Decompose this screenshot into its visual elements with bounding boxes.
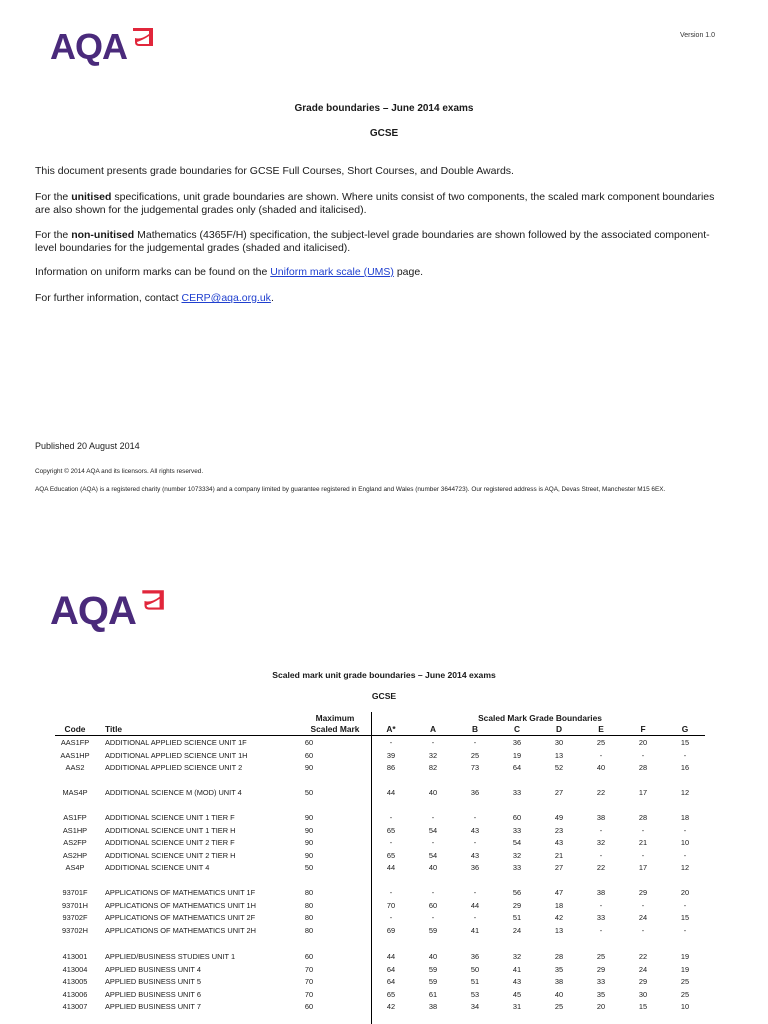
cell-grade-a: 32: [428, 750, 438, 760]
cell-grade-a: 59: [428, 964, 438, 974]
table-row: [0, 990, 768, 1003]
cell-grade-e: -: [599, 850, 603, 860]
cell-grade-a: 59: [428, 977, 438, 986]
cell-grade-g: 10: [680, 838, 690, 847]
cell-grade-c: 54: [512, 838, 522, 847]
cell-grade-d: 38: [554, 977, 564, 986]
cell-code: AAS1FP: [60, 738, 90, 747]
copyright-notice: Copyright © 2014 AQA and its licensors. All rights reserved.: [35, 468, 204, 475]
cell-grade-d: 28: [554, 952, 564, 961]
cell-grade-c: 43: [512, 977, 522, 986]
table-row: [0, 913, 768, 926]
cell-grade-a: 60: [428, 900, 438, 910]
cell-grade-b: -: [473, 888, 477, 897]
cell-grade-e: 32: [596, 838, 606, 847]
aqa-logo-text-2: AQA: [50, 589, 136, 633]
cell-title: APPLIED BUSINESS UNIT 6: [105, 989, 201, 999]
cell-grade-astar: 44: [386, 863, 396, 872]
cell-grade-d: 49: [554, 813, 564, 822]
cell-grade-b: 41: [470, 925, 480, 935]
cell-title: APPLICATIONS OF MATHEMATICS UNIT 2H: [105, 925, 256, 935]
cell-grade-b: 53: [470, 989, 480, 999]
cell-grade-g: -: [683, 925, 687, 935]
cell-grade-e: 29: [596, 964, 606, 974]
cell-title: ADDITIONAL APPLIED SCIENCE UNIT 1H: [105, 750, 248, 760]
cell-max-mark: 70: [304, 977, 314, 986]
cell-grade-a: 40: [428, 863, 438, 872]
cell-grade-b: 43: [470, 850, 480, 860]
cell-title: APPLIED BUSINESS UNIT 4: [105, 964, 201, 974]
aqa-logo-bottom: [50, 590, 166, 632]
cell-max-mark: 50: [304, 788, 314, 797]
cell-grade-astar: 70: [386, 900, 396, 910]
cell-grade-g: 12: [680, 788, 690, 797]
cell-grade-e: 25: [596, 738, 606, 747]
cell-grade-a: 59: [428, 925, 438, 935]
cell-grade-e: -: [599, 925, 603, 935]
page-title: Grade boundaries – June 2014 exams: [294, 103, 474, 114]
cell-title: ADDITIONAL SCIENCE UNIT 1 TIER F: [105, 813, 235, 822]
cell-grade-d: 43: [554, 838, 564, 847]
intro-paragraph: This document presents grade boundaries for GCSE Full Courses, Short Courses, and Double Awards.: [35, 165, 514, 177]
header-grade-5: E: [598, 724, 604, 734]
cell-grade-f: 17: [638, 788, 648, 797]
cell-max-mark: 60: [304, 1002, 314, 1011]
table-row: [0, 751, 768, 764]
cell-grade-d: 25: [554, 1002, 564, 1011]
cell-grade-astar: -: [389, 913, 393, 922]
table-row: [0, 952, 768, 965]
cell-grade-f: -: [641, 750, 645, 760]
cell-grade-c: 33: [512, 863, 522, 872]
aqa-logo-top: [50, 28, 155, 66]
cell-grade-f: -: [641, 900, 645, 910]
cell-grade-a: 54: [428, 825, 438, 835]
cell-grade-g: 20: [680, 888, 690, 897]
cell-grade-e: 33: [596, 913, 606, 922]
cell-title: APPLICATIONS OF MATHEMATICS UNIT 2F: [105, 913, 256, 922]
cell-grade-d: 21: [554, 850, 564, 860]
cell-grade-f: 22: [638, 952, 648, 961]
cell-code: AS4P: [65, 863, 85, 872]
cell-grade-f: 29: [638, 888, 648, 897]
cell-title: ADDITIONAL APPLIED SCIENCE UNIT 1F: [105, 738, 247, 747]
cell-grade-b: 34: [470, 1002, 480, 1011]
cell-grade-d: 47: [554, 888, 564, 897]
cell-grade-astar: 39: [386, 750, 396, 760]
header-grade-7: G: [681, 724, 689, 734]
cell-grade-astar: 44: [386, 952, 396, 961]
page-subtitle: GCSE: [369, 128, 399, 139]
cell-grade-b: -: [473, 838, 477, 847]
cell-code: AS1FP: [63, 813, 87, 822]
cell-grade-c: 33: [512, 825, 522, 835]
cell-title: ADDITIONAL SCIENCE UNIT 2 TIER H: [105, 850, 236, 860]
cell-code: AAS2: [65, 763, 85, 772]
cell-grade-astar: -: [389, 738, 393, 747]
cell-code: 413007: [62, 1002, 88, 1011]
cell-grade-d: 42: [554, 913, 564, 922]
aqa-swoosh-icon: [129, 26, 155, 50]
ums-link[interactable]: Uniform mark scale (UMS): [270, 266, 394, 278]
cell-grade-e: 40: [596, 763, 606, 772]
cell-grade-e: 25: [596, 952, 606, 961]
cell-grade-d: 27: [554, 863, 564, 872]
cell-grade-c: 32: [512, 850, 522, 860]
cell-grade-d: 13: [554, 925, 564, 935]
cell-grade-astar: -: [389, 838, 393, 847]
cell-grade-f: 24: [638, 913, 648, 922]
cell-code: 93701H: [62, 900, 88, 910]
table-row: [0, 888, 768, 901]
table-row: [0, 863, 768, 876]
aqa-logo-text: AQA: [50, 26, 127, 67]
cell-grade-astar: 65: [386, 850, 396, 860]
table-row: [0, 851, 768, 864]
cell-grade-f: 30: [638, 989, 648, 999]
cell-max-mark: 80: [304, 900, 314, 910]
cell-max-mark: 60: [304, 750, 314, 760]
cell-grade-g: 10: [680, 1002, 690, 1011]
cell-grade-g: -: [683, 750, 687, 760]
cell-grade-b: 36: [470, 788, 480, 797]
cell-grade-astar: -: [389, 813, 393, 822]
cell-grade-f: 20: [638, 738, 648, 747]
cell-grade-a: 82: [428, 763, 438, 772]
cell-code: AS1HP: [62, 825, 88, 835]
cell-grade-f: 28: [638, 813, 648, 822]
cell-grade-astar: 69: [386, 925, 396, 935]
cell-title: APPLIED/BUSINESS STUDIES UNIT 1: [105, 952, 236, 961]
cell-grade-f: 17: [638, 863, 648, 872]
cell-grade-c: 51: [512, 913, 522, 922]
cell-code: 93702F: [62, 913, 88, 922]
cell-grade-d: 35: [554, 964, 564, 974]
cell-grade-g: 25: [680, 989, 690, 999]
table-row: [0, 838, 768, 851]
cell-max-mark: 60: [304, 952, 314, 961]
table-row: [0, 926, 768, 939]
cell-code: 93702H: [62, 925, 88, 935]
cell-grade-g: 12: [680, 863, 690, 872]
cell-grade-e: 20: [596, 1002, 606, 1011]
table-row: [0, 826, 768, 839]
table-row: [0, 763, 768, 776]
cell-grade-c: 24: [512, 925, 522, 935]
cell-code: AS2HP: [62, 850, 88, 860]
table-row: [0, 813, 768, 826]
cell-grade-g: -: [683, 825, 687, 835]
cell-grade-a: -: [431, 913, 435, 922]
cell-title: APPLIED BUSINESS UNIT 7: [105, 1002, 201, 1011]
header-max-line1: Maximum: [315, 713, 355, 723]
unitised-paragraph: For the unitised specifications, unit grade boundaries are shown. Where units consist of two components, the scaled mark component boundaries are also shown for the judgemental grades only (shaded and italicised).: [35, 191, 715, 216]
cell-title: APPLICATIONS OF MATHEMATICS UNIT 1F: [105, 888, 256, 897]
cell-title: ADDITIONAL APPLIED SCIENCE UNIT 2: [105, 763, 243, 772]
cell-grade-b: 25: [470, 750, 480, 760]
cell-grade-g: 25: [680, 977, 690, 986]
table-row: [0, 965, 768, 978]
cell-title: APPLICATIONS OF MATHEMATICS UNIT 1H: [105, 900, 256, 910]
cell-grade-a: -: [431, 738, 435, 747]
published-date: Published 20 August 2014: [35, 441, 140, 451]
cell-grade-astar: 65: [386, 825, 396, 835]
header-grade-3: C: [513, 724, 521, 734]
header-code: Code: [64, 724, 86, 734]
cell-grade-d: 27: [554, 788, 564, 797]
cell-grade-e: 38: [596, 813, 606, 822]
cell-grade-b: 50: [470, 964, 480, 974]
cell-grade-d: 18: [554, 900, 564, 910]
cell-grade-g: 18: [680, 813, 690, 822]
table-page-title: Scaled mark unit grade boundaries – June 2014 exams: [272, 670, 496, 680]
cell-max-mark: 90: [304, 763, 314, 772]
cell-grade-a: -: [431, 888, 435, 897]
cell-grade-e: 22: [596, 788, 606, 797]
cell-grade-g: 15: [680, 738, 690, 747]
cell-grade-c: 64: [512, 763, 522, 772]
header-grade-0: A*: [386, 724, 396, 734]
table-row: [0, 788, 768, 801]
cell-grade-b: 44: [470, 900, 480, 910]
cell-code: AS2FP: [63, 838, 87, 847]
cell-grade-d: 52: [554, 763, 564, 772]
cell-max-mark: 90: [304, 838, 314, 847]
cell-grade-a: -: [431, 813, 435, 822]
ums-paragraph: Information on uniform marks can be found on the Uniform mark scale (UMS) page.: [35, 266, 424, 278]
table-row: [0, 901, 768, 914]
cell-grade-b: 36: [470, 863, 480, 872]
cell-grade-f: -: [641, 925, 645, 935]
aqa-swoosh-icon-2: [138, 588, 166, 614]
cell-grade-g: 15: [680, 913, 690, 922]
cell-grade-g: 16: [680, 763, 690, 772]
cell-grade-astar: 44: [386, 788, 396, 797]
cell-grade-d: 30: [554, 738, 564, 747]
cell-grade-c: 60: [512, 813, 522, 822]
cell-grade-e: -: [599, 825, 603, 835]
cell-grade-b: -: [473, 738, 477, 747]
cell-grade-b: -: [473, 813, 477, 822]
cell-grade-c: 32: [512, 952, 522, 961]
table-row: [0, 1002, 768, 1015]
cell-grade-c: 33: [512, 788, 522, 797]
cell-grade-g: -: [683, 900, 687, 910]
cell-grade-a: -: [431, 838, 435, 847]
cell-grade-f: 15: [638, 1002, 648, 1011]
cell-grade-astar: 65: [386, 989, 396, 999]
cell-grade-c: 31: [512, 1002, 522, 1011]
cell-grade-astar: 86: [386, 763, 396, 772]
cell-grade-a: 38: [428, 1002, 438, 1011]
contact-email-link[interactable]: CERP@aqa.org.uk: [181, 292, 271, 304]
cell-grade-b: -: [473, 913, 477, 922]
header-grade-1: A: [429, 724, 437, 734]
cell-grade-c: 56: [512, 888, 522, 897]
cell-grade-f: 24: [638, 964, 648, 974]
cell-max-mark: 90: [304, 825, 314, 835]
cell-grade-g: -: [683, 850, 687, 860]
cell-grade-a: 54: [428, 850, 438, 860]
cell-code: 413001: [62, 952, 88, 961]
cell-grade-b: 51: [470, 977, 480, 986]
cell-grade-astar: -: [389, 888, 393, 897]
cell-max-mark: 80: [304, 888, 314, 897]
header-max-line2: Scaled Mark: [310, 724, 360, 734]
cell-grade-f: 29: [638, 977, 648, 986]
cell-grade-d: 13: [554, 750, 564, 760]
cell-grade-c: 19: [512, 750, 522, 760]
cell-max-mark: 90: [304, 850, 314, 860]
cell-grade-e: 22: [596, 863, 606, 872]
cell-max-mark: 80: [304, 913, 314, 922]
cell-title: ADDITIONAL SCIENCE UNIT 1 TIER H: [105, 825, 236, 835]
cell-code: 413006: [62, 989, 88, 999]
cell-grade-g: 19: [680, 952, 690, 961]
header-grade-2: B: [471, 724, 479, 734]
cell-max-mark: 90: [304, 813, 314, 822]
cell-max-mark: 60: [304, 738, 314, 747]
cell-grade-b: 36: [470, 952, 480, 961]
cell-title: ADDITIONAL SCIENCE UNIT 4: [105, 863, 210, 872]
cell-grade-e: -: [599, 900, 603, 910]
cell-code: 93701F: [62, 888, 88, 897]
header-grade-6: F: [640, 724, 646, 734]
cell-grade-c: 45: [512, 989, 522, 999]
cell-title: APPLIED BUSINESS UNIT 5: [105, 977, 201, 986]
cell-grade-e: -: [599, 750, 603, 760]
cell-max-mark: 70: [304, 964, 314, 974]
header-grade-4: D: [555, 724, 563, 734]
cell-grade-f: -: [641, 850, 645, 860]
cell-grade-d: 23: [554, 825, 564, 835]
cell-code: 413004: [62, 964, 88, 974]
non-unitised-paragraph: For the non-unitised Mathematics (4365F/H) specification, the subject-level grade boundaries are shown followed by the associated component-level boundaries for the judgemental grades (shaded and italicised).: [35, 229, 710, 254]
contact-paragraph: For further information, contact CERP@aqa.org.uk.: [35, 292, 274, 304]
header-group: Scaled Mark Grade Boundaries: [478, 713, 602, 723]
table-row: [0, 738, 768, 751]
header-underline: [55, 735, 705, 736]
cell-grade-b: 73: [470, 763, 480, 772]
cell-code: 413005: [62, 977, 88, 986]
version-label: Version 1.0: [680, 32, 716, 39]
cell-grade-a: 40: [428, 788, 438, 797]
cell-grade-b: 43: [470, 825, 480, 835]
cell-grade-e: 38: [596, 888, 606, 897]
cell-grade-c: 29: [512, 900, 522, 910]
cell-grade-d: 40: [554, 989, 564, 999]
cell-grade-astar: 42: [386, 1002, 396, 1011]
table-row: [0, 977, 768, 990]
cell-title: ADDITIONAL SCIENCE UNIT 2 TIER F: [105, 838, 235, 847]
cell-code: MAS4P: [62, 788, 88, 797]
cell-title: ADDITIONAL SCIENCE M (MOD) UNIT 4: [105, 788, 242, 797]
cell-grade-c: 36: [512, 738, 522, 747]
cell-grade-e: 33: [596, 977, 606, 986]
cell-grade-astar: 64: [386, 964, 396, 974]
cell-grade-f: 21: [638, 838, 648, 847]
cell-max-mark: 70: [304, 989, 314, 999]
cell-grade-a: 40: [428, 952, 438, 961]
cell-code: AAS1HP: [60, 750, 90, 760]
table-page-subtitle: GCSE: [371, 691, 397, 701]
cell-max-mark: 80: [304, 925, 314, 935]
cell-grade-g: 19: [680, 964, 690, 974]
cell-grade-a: 61: [428, 989, 438, 999]
cell-max-mark: 50: [304, 863, 314, 872]
cell-grade-c: 41: [512, 964, 522, 974]
cell-grade-astar: 64: [386, 977, 396, 986]
cell-grade-e: 35: [596, 989, 606, 999]
header-title: Title: [105, 724, 123, 734]
cell-grade-f: -: [641, 825, 645, 835]
legal-notice: AQA Education (AQA) is a registered charity (number 1073334) and a company limited by guarantee registered in England and Wales (number 3644723). Our registered address is AQA, Devas Street, Manchester M15 6EX.: [35, 486, 666, 493]
cell-grade-f: 28: [638, 763, 648, 772]
